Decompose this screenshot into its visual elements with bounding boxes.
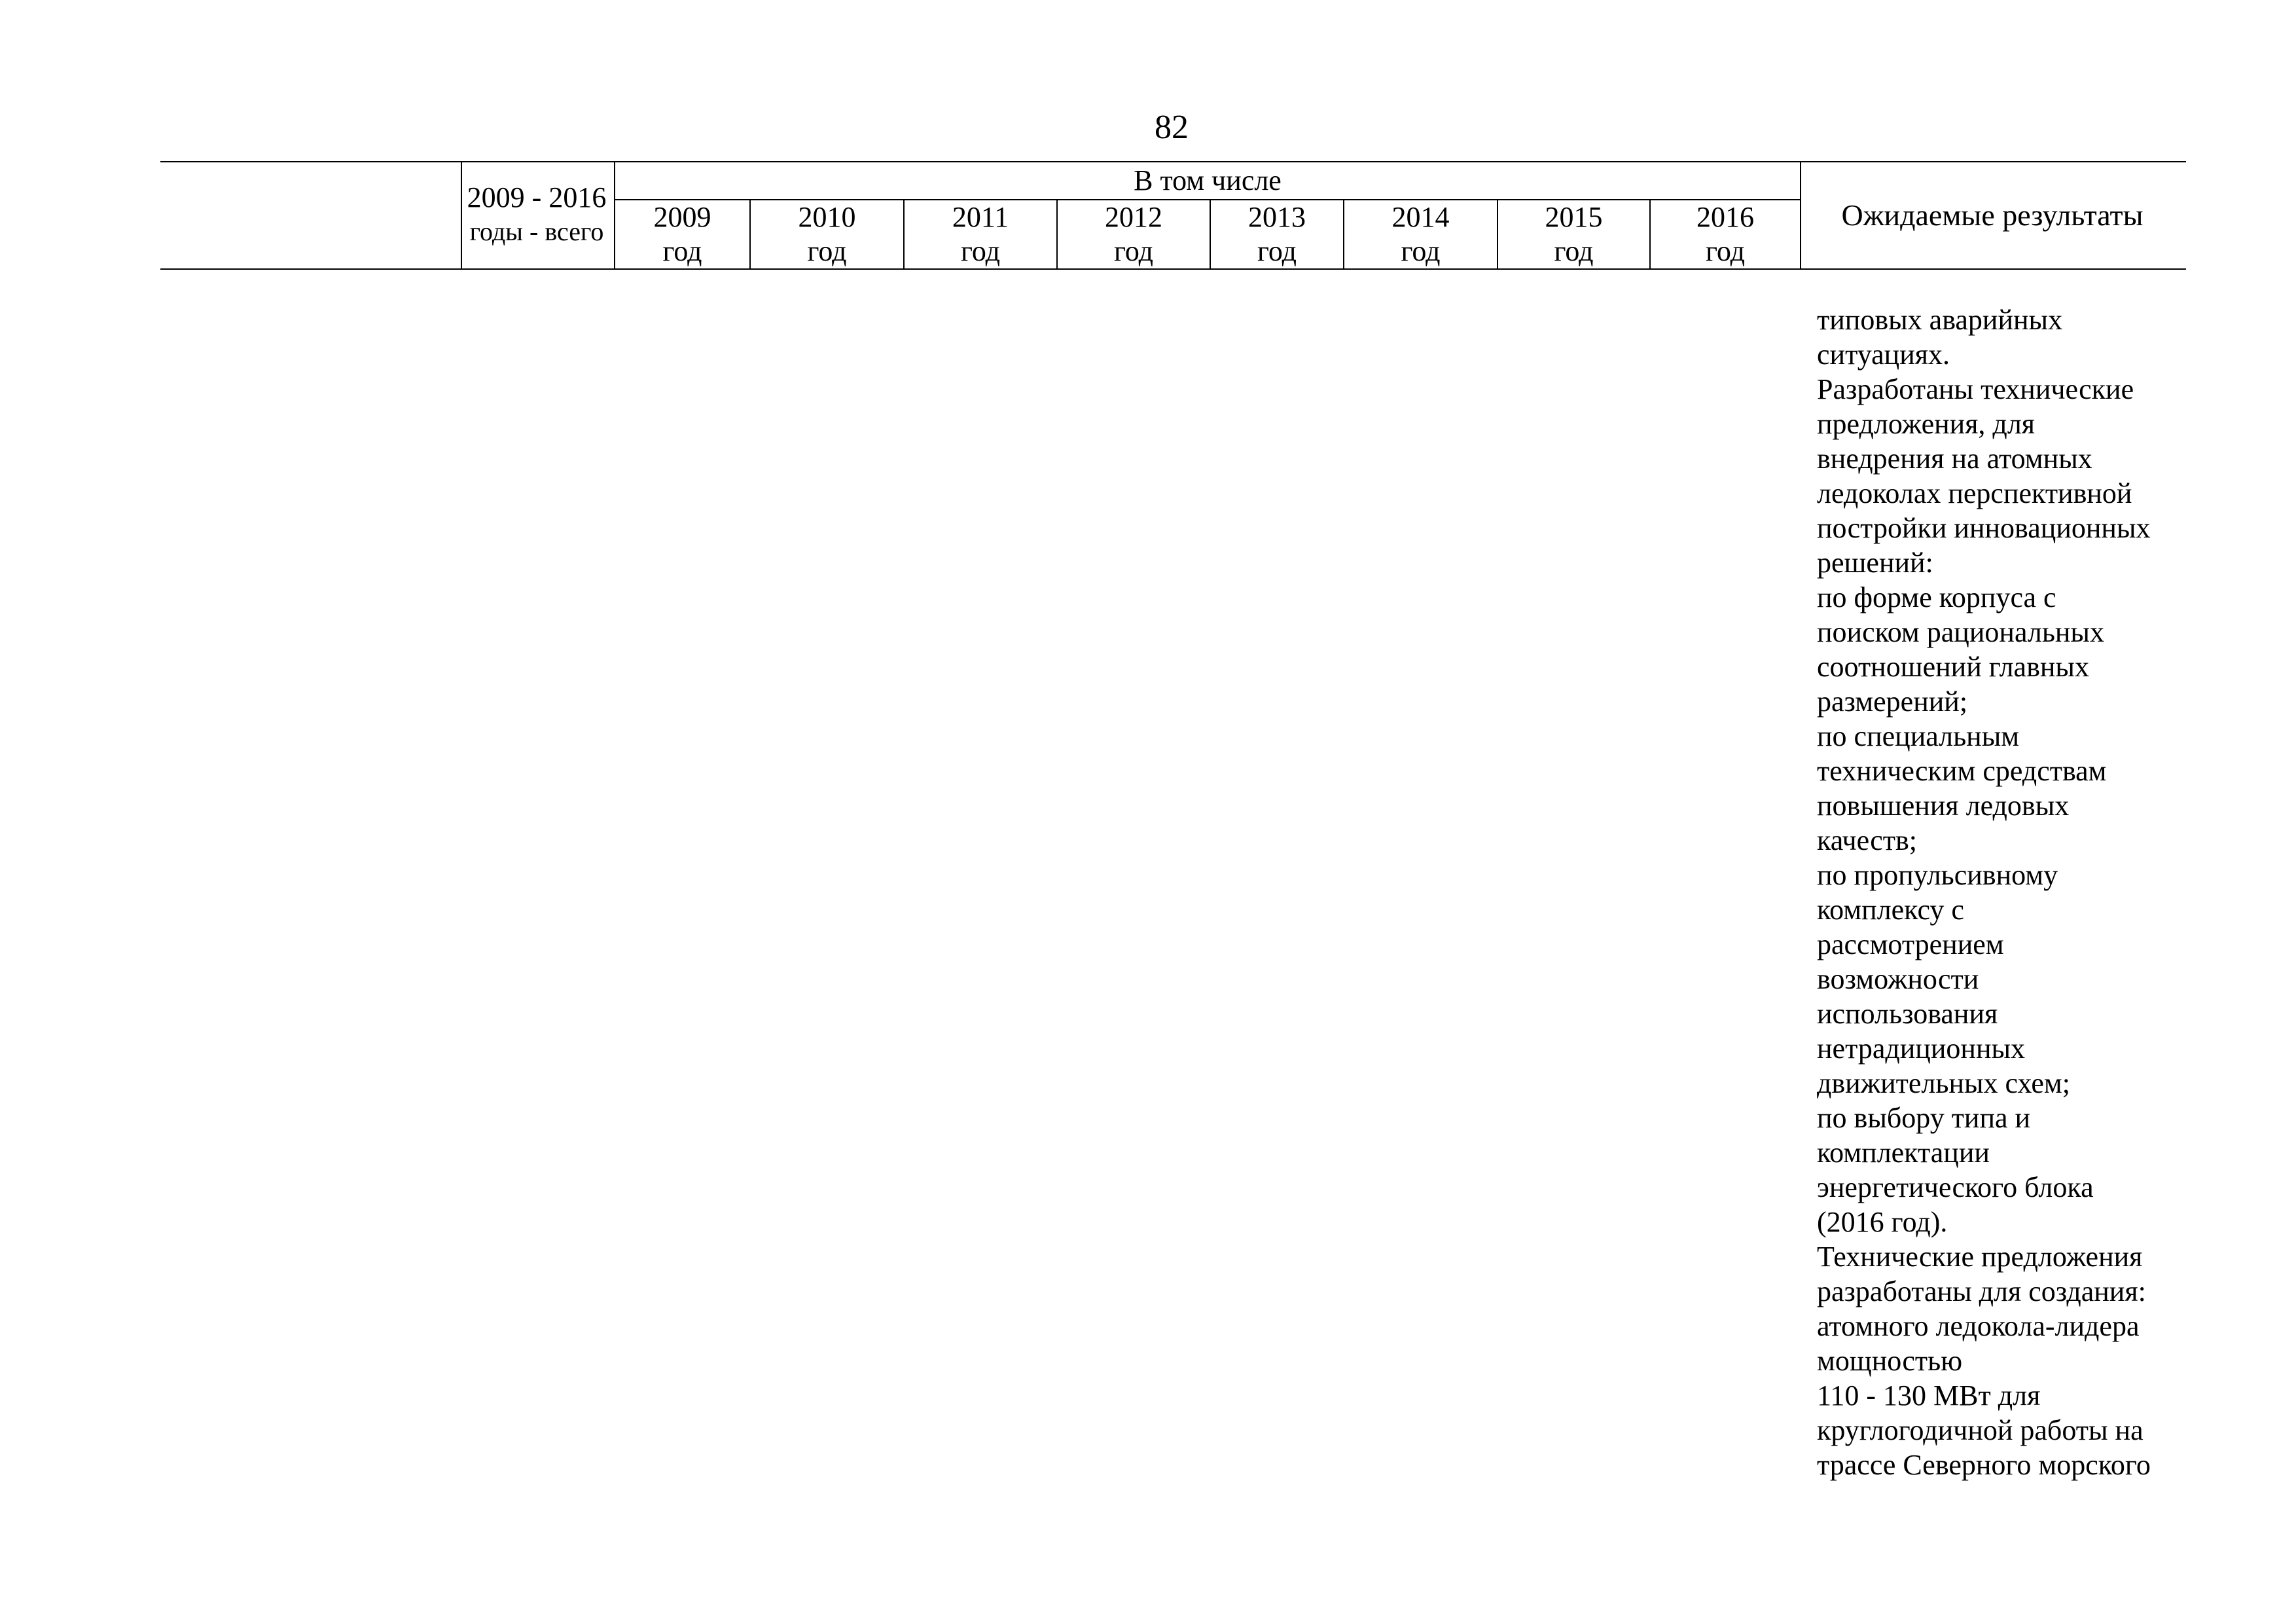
results-line: разработаны для создания: [1817,1275,2146,1307]
year-value: 2012 [1105,201,1162,233]
total-column-label: годы - всего [469,217,604,246]
year-header-2013 [1211,200,1343,268]
table-bottom-rule [160,268,2186,270]
results-line: постройки инновационных [1817,512,2151,544]
year-value: 2010 [798,201,856,233]
results-line: типовых аварийных [1817,304,2063,336]
results-line: (2016 год). [1817,1206,1948,1238]
results-line: 110 - 130 МВт для [1817,1379,2041,1412]
year-unit: год [1401,235,1441,267]
year-header-2011 [905,200,1056,268]
results-line: предложения, для [1817,408,2036,440]
results-line: поиском рациональных [1817,616,2104,648]
results-line: атомного ледокола-лидера [1817,1310,2140,1342]
results-line: трассе Северного морского [1817,1449,2151,1481]
results-line: возможности [1817,963,1979,995]
year-value: 2013 [1248,201,1306,233]
results-line: повышения ледовых [1817,790,2070,822]
results-line: использования [1817,998,1998,1030]
year-value: 2011 [952,201,1009,233]
year-header-2014 [1344,200,1497,268]
results-line: ледоколах перспективной [1817,477,2132,509]
table-top-rule [160,161,2186,162]
results-line: соотношений главных [1817,651,2089,683]
results-line: техническим средствам [1817,755,2107,787]
results-line: комплексу с [1817,894,1964,926]
results-line: мощностью [1817,1345,1963,1377]
year-unit: год [1113,235,1154,267]
year-unit: год [1705,235,1746,267]
results-line: ситуациях. [1817,338,1950,371]
results-line: Разработаны технические [1817,373,2134,405]
results-line: рассмотрением [1817,928,2004,960]
year-value: 2016 [1696,201,1754,233]
results-line: внедрения на атомных [1817,443,2092,475]
total-column-header [461,181,613,249]
year-value: 2009 [653,201,711,233]
results-line: комплектации [1817,1137,1990,1169]
year-header-2012 [1058,200,1210,268]
year-unit: год [1257,235,1297,267]
results-line: по специальным [1817,720,2020,752]
year-unit: год [960,235,1001,267]
year-value: 2014 [1391,201,1450,233]
page-number: 82 [1155,109,1189,146]
results-line: круглогодичной работы на [1817,1414,2144,1446]
results-column-header: Ожидаемые результаты [1841,198,2144,232]
year-value: 2015 [1545,201,1603,233]
results-line: по пропульсивному [1817,859,2058,891]
year-unit: год [662,235,702,267]
year-unit: год [807,235,847,267]
results-line: по выбору типа и [1817,1102,2031,1134]
results-line: движительных схем; [1817,1067,2070,1099]
results-line: нетрадиционных [1817,1032,2026,1065]
year-unit: год [1554,235,1594,267]
results-line: размерений; [1817,685,1968,718]
results-line: по форме корпуса с [1817,581,2056,613]
year-header-2015 [1498,200,1649,268]
results-line: решений: [1817,547,1933,579]
year-header-2010 [751,200,903,268]
results-line: Технические предложения [1817,1241,2143,1273]
results-line: качеств; [1817,824,1917,856]
results-text [1817,302,2183,1482]
total-column-years: 2009 - 2016 [467,181,607,213]
results-line: энергетического блока [1817,1171,2094,1203]
year-header-2016 [1651,200,1800,268]
year-group-label: В том числе [1134,164,1282,196]
year-header-2009 [615,200,749,268]
